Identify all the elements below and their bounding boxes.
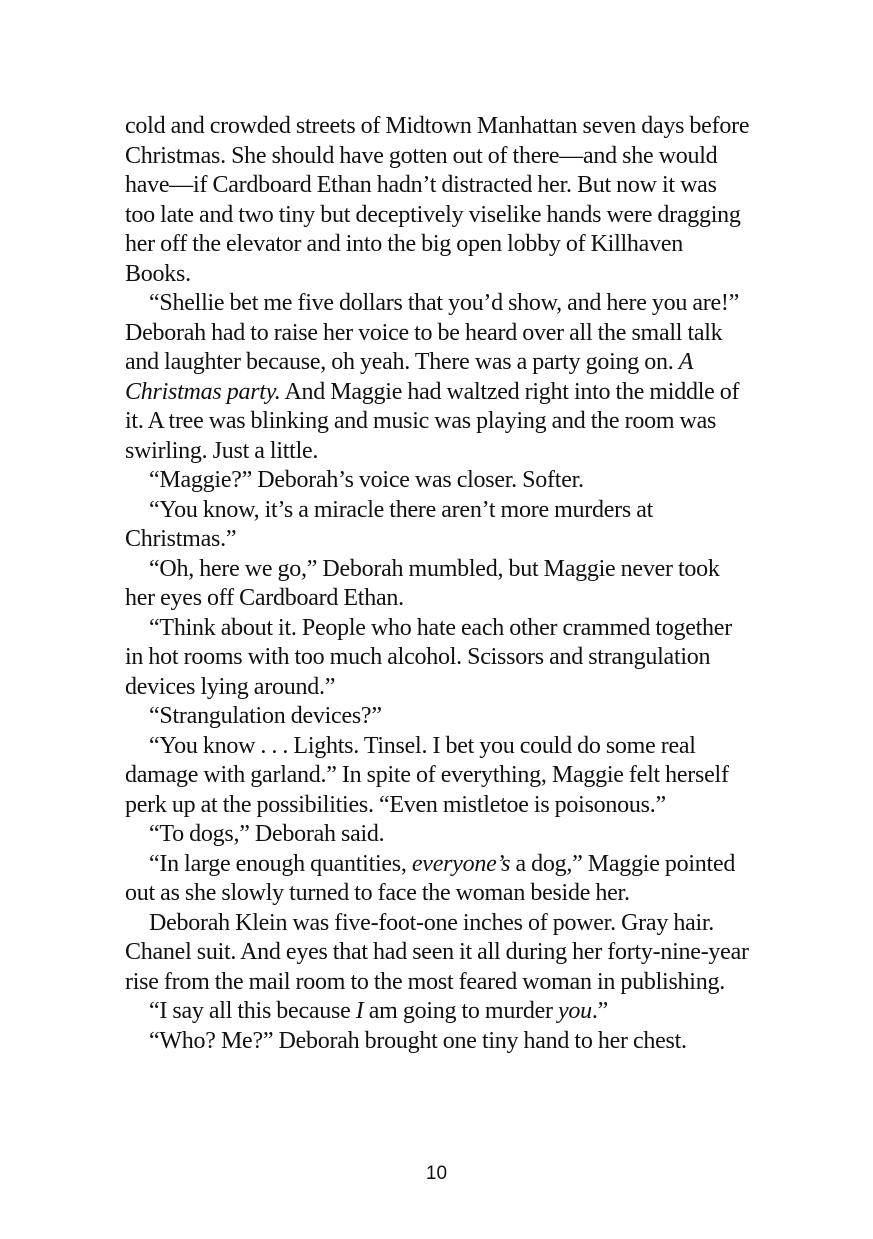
text-segment: “You know . . . Lights. Tinsel. I bet you could do some real damage with garland.” In spite of everything, Maggie felt herself perk up at the possibilities. “Even mistletoe is poisonous.” [125, 732, 729, 818]
text-segment: “Who? Me?” Deborah brought one tiny hand to her chest. [149, 1027, 687, 1054]
paragraph [125, 909, 750, 998]
text-segment: am going to murder [363, 998, 558, 1024]
text-segment: “I say all this because [149, 998, 356, 1024]
paragraph [125, 820, 750, 850]
paragraph [125, 466, 750, 496]
text-segment: “Maggie?” Deborah’s voice was closer. Softer. [149, 467, 584, 493]
text-segment: And Maggie had waltzed right into the middle of it. A tree was blinking and music was playing and the room was swirling. Just a little. [125, 378, 740, 464]
paragraph [125, 614, 750, 703]
paragraph [125, 732, 750, 821]
text-segment: “To dogs,” Deborah said. [149, 821, 385, 847]
italic-text: I [355, 998, 364, 1024]
paragraph [125, 850, 750, 909]
paragraph [125, 997, 750, 1027]
paragraph [125, 496, 750, 555]
body-text [125, 112, 750, 1056]
paragraph [125, 702, 750, 732]
text-segment: Deborah Klein was five-foot-one inches of power. Gray hair. Chanel suit. And eyes that had seen it all during her forty-nine-year rise from the mail room to the most feared woman in publishing. [125, 909, 749, 995]
paragraph [125, 1027, 750, 1057]
text-segment: “Oh, here we go,” Deborah mumbled, but Maggie never took her eyes off Cardboard Ethan. [125, 555, 720, 611]
text-segment: “You know, it’s a miracle there aren’t more murders at Christmas.” [125, 496, 654, 552]
text-segment: “Shellie bet me five dollars that you’d show, and here you are!” Deborah had to raise her voice to be heard over all the small talk and laughter because, oh yeah. There was a party going on. [125, 290, 740, 375]
italic-text: everyone’s [411, 850, 511, 877]
italic-text: you [557, 998, 592, 1024]
text-segment: .” [591, 998, 609, 1024]
text-segment: “Think about it. People who hate each other crammed together in hot rooms with too much alcohol. Scissors and strangulation devices lying around.” [125, 614, 732, 700]
paragraph [125, 112, 750, 289]
italic-text: A Christmas party. [125, 349, 693, 405]
text-segment: “Strangulation devices?” [149, 703, 382, 729]
page-number: 10 [425, 1163, 448, 1184]
text-segment: a dog,” Maggie pointed out as she slowly turned to face the woman beside her. [125, 850, 736, 906]
text-segment: “In large enough quantities, [149, 850, 412, 877]
text-segment: cold and crowded streets of Midtown Manhattan seven days before Christmas. She should have gotten out of there—and she would have—if Cardboard Ethan hadn’t distracted her. But now it was too late and two tiny but deceptively viselike hands were dragging her off the elevator and into the big open lobby of Killhaven Books. [125, 113, 750, 287]
paragraph [125, 289, 750, 466]
paragraph [125, 555, 750, 614]
